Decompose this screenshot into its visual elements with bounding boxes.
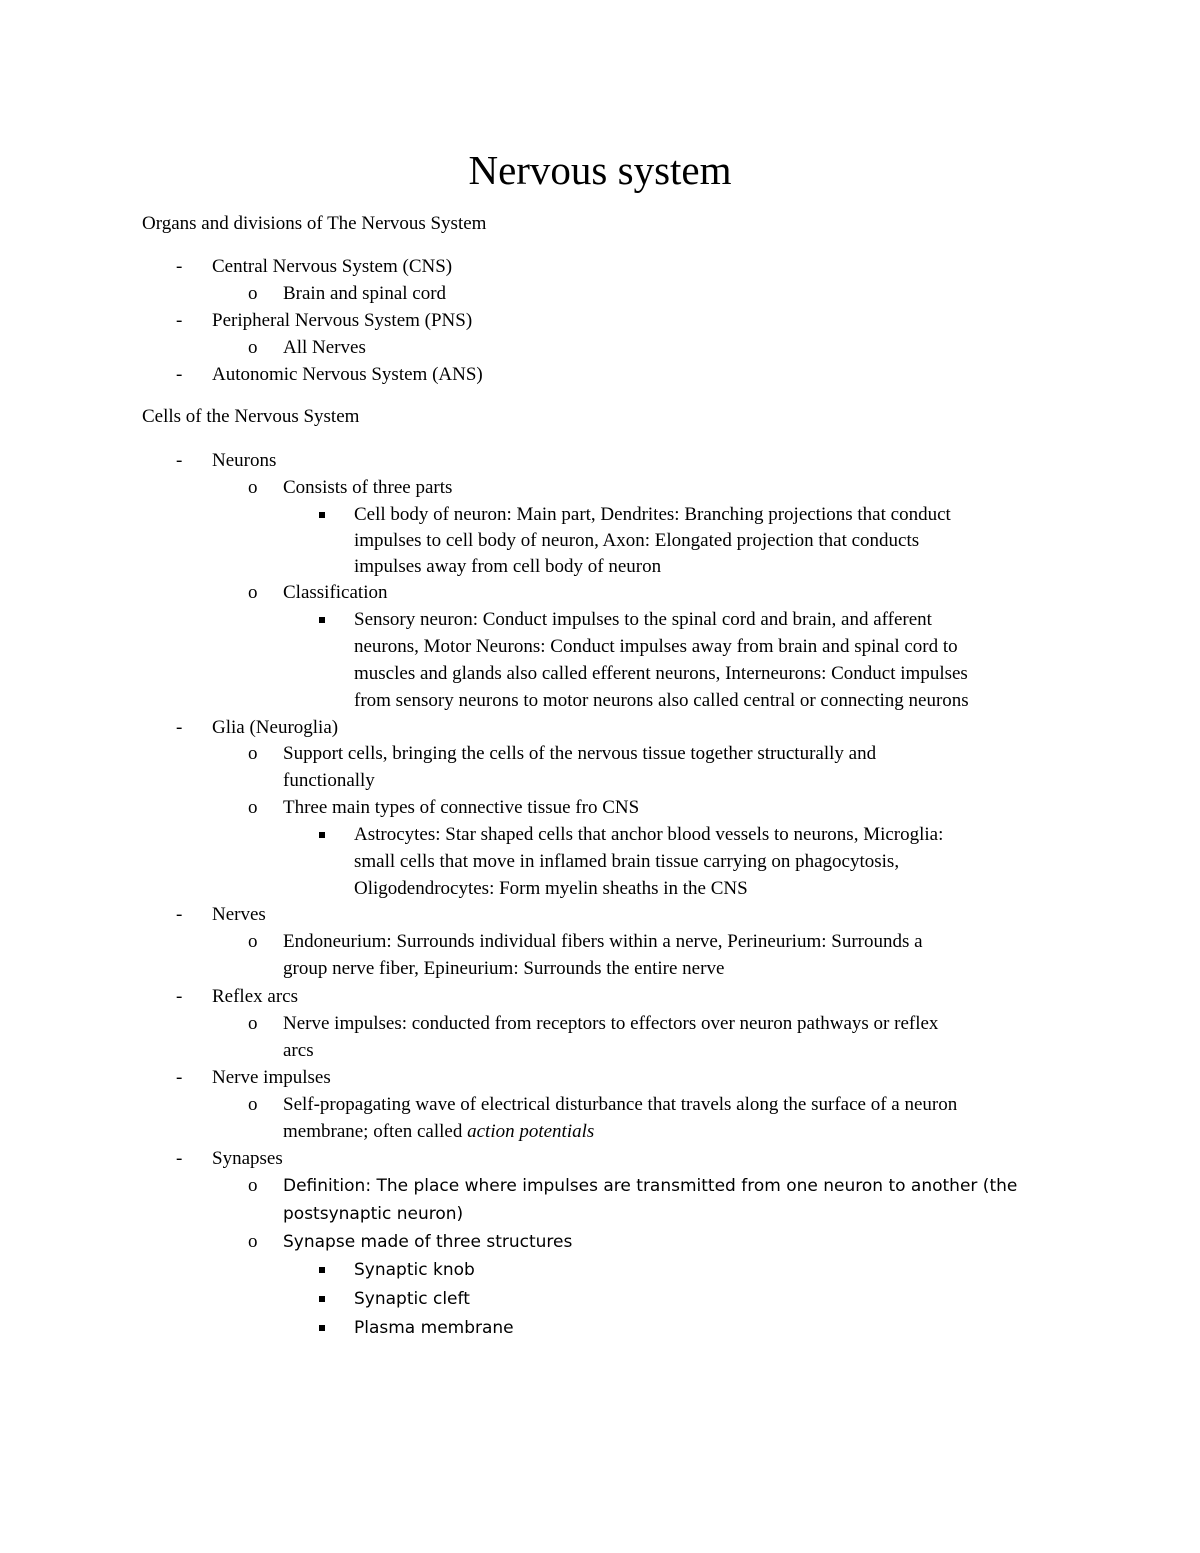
- list-item: Classification: [283, 582, 388, 603]
- list-item: Reflex arcs: [212, 986, 298, 1007]
- italic-term: action potentials: [467, 1121, 595, 1142]
- paragraph-line: small cells that move in inflamed brain tissue carrying on phagocytosis,: [354, 851, 900, 872]
- circle-bullet: o: [248, 337, 258, 358]
- paragraph-line: group nerve fiber, Epineurium: Surrounds the entire nerve: [283, 958, 725, 979]
- circle-bullet: o: [248, 477, 258, 498]
- paragraph-line: impulses away from cell body of neuron: [354, 556, 662, 577]
- paragraph-line: arcs: [283, 1040, 314, 1061]
- paragraph-line: [283, 1120, 594, 1144]
- paragraph-line: muscles and glands also called efferent neurons, Interneurons: Conduct impulses: [354, 663, 968, 684]
- paragraph-line: Sensory neuron: Conduct impulses to the spinal cord and brain, and afferent: [354, 609, 932, 630]
- paragraph-line: from sensory neurons to motor neurons also called central or connecting neurons: [354, 690, 969, 711]
- list-item: Glia (Neuroglia): [212, 717, 339, 738]
- list-item: Nerve impulses: [212, 1067, 331, 1088]
- list-item: Autonomic Nervous System (ANS): [212, 364, 483, 385]
- list-item: Brain and spinal cord: [283, 283, 447, 304]
- paragraph-line: Astrocytes: Star shaped cells that anchor blood vessels to neurons, Microglia:: [354, 824, 944, 845]
- list-item: Synapses: [212, 1148, 283, 1169]
- square-bullet: [319, 512, 325, 518]
- circle-bullet: o: [248, 283, 258, 304]
- dash-bullet: -: [176, 364, 183, 385]
- list-item: Three main types of connective tissue fro CNS: [283, 797, 640, 818]
- list-item: Consists of three parts: [283, 477, 453, 498]
- dash-bullet: -: [176, 986, 183, 1007]
- square-bullet: [319, 1267, 325, 1273]
- dash-bullet: -: [176, 256, 183, 277]
- list-item: Plasma membrane: [354, 1318, 514, 1338]
- square-bullet: [319, 832, 325, 838]
- circle-bullet: o: [248, 797, 258, 818]
- list-item: Synapse made of three structures: [283, 1232, 573, 1252]
- circle-bullet: o: [248, 931, 258, 952]
- square-bullet: [319, 1296, 325, 1302]
- paragraph-line: neurons, Motor Neurons: Conduct impulses away from brain and spinal cord to: [354, 636, 958, 657]
- square-bullet: [319, 617, 325, 623]
- paragraph-line: postsynaptic neuron): [283, 1204, 464, 1224]
- circle-bullet: o: [248, 1175, 258, 1196]
- list-item: Neurons: [212, 450, 277, 471]
- section-heading: Cells of the Nervous System: [142, 406, 360, 427]
- circle-bullet: o: [248, 1013, 258, 1034]
- square-bullet: [319, 1325, 325, 1331]
- section-heading: Organs and divisions of The Nervous System: [142, 213, 487, 234]
- dash-bullet: -: [176, 450, 183, 471]
- dash-bullet: -: [176, 1067, 183, 1088]
- paragraph-line: Self-propagating wave of electrical disturbance that travels along the surface of a neuron: [283, 1094, 958, 1115]
- list-item: Central Nervous System (CNS): [212, 256, 453, 277]
- paragraph-line: Support cells, bringing the cells of the nervous tissue together structurally and: [283, 743, 877, 764]
- circle-bullet: o: [248, 582, 258, 603]
- circle-bullet: o: [248, 1094, 258, 1115]
- page-title: Nervous system: [468, 147, 732, 193]
- circle-bullet: o: [248, 1231, 258, 1252]
- dash-bullet: -: [176, 310, 183, 331]
- list-item: Peripheral Nervous System (PNS): [212, 310, 473, 331]
- dash-bullet: -: [176, 904, 183, 925]
- circle-bullet: o: [248, 743, 258, 764]
- paragraph-line: Cell body of neuron: Main part, Dendrites: Branching projections that conduct: [354, 504, 951, 525]
- paragraph-line: Oligodendrocytes: Form myelin sheaths in the CNS: [354, 878, 748, 899]
- paragraph-line: Definition: The place where impulses are transmitted from one neuron to another (the: [283, 1176, 1018, 1196]
- list-item: Synaptic cleft: [354, 1289, 470, 1309]
- dash-bullet: -: [176, 717, 183, 738]
- paragraph-line: Nerve impulses: conducted from receptors to effectors over neuron pathways or reflex: [283, 1013, 939, 1034]
- line-prefix: membrane; often called: [283, 1121, 468, 1142]
- list-item: Nerves: [212, 904, 266, 925]
- paragraph-line: impulses to cell body of neuron, Axon: Elongated projection that conducts: [354, 530, 920, 551]
- list-item: All Nerves: [283, 337, 366, 358]
- list-item: Synaptic knob: [354, 1260, 475, 1280]
- dash-bullet: -: [176, 1148, 183, 1169]
- paragraph-line: functionally: [283, 770, 375, 791]
- paragraph-line: Endoneurium: Surrounds individual fibers within a nerve, Perineurium: Surrounds a: [283, 931, 923, 952]
